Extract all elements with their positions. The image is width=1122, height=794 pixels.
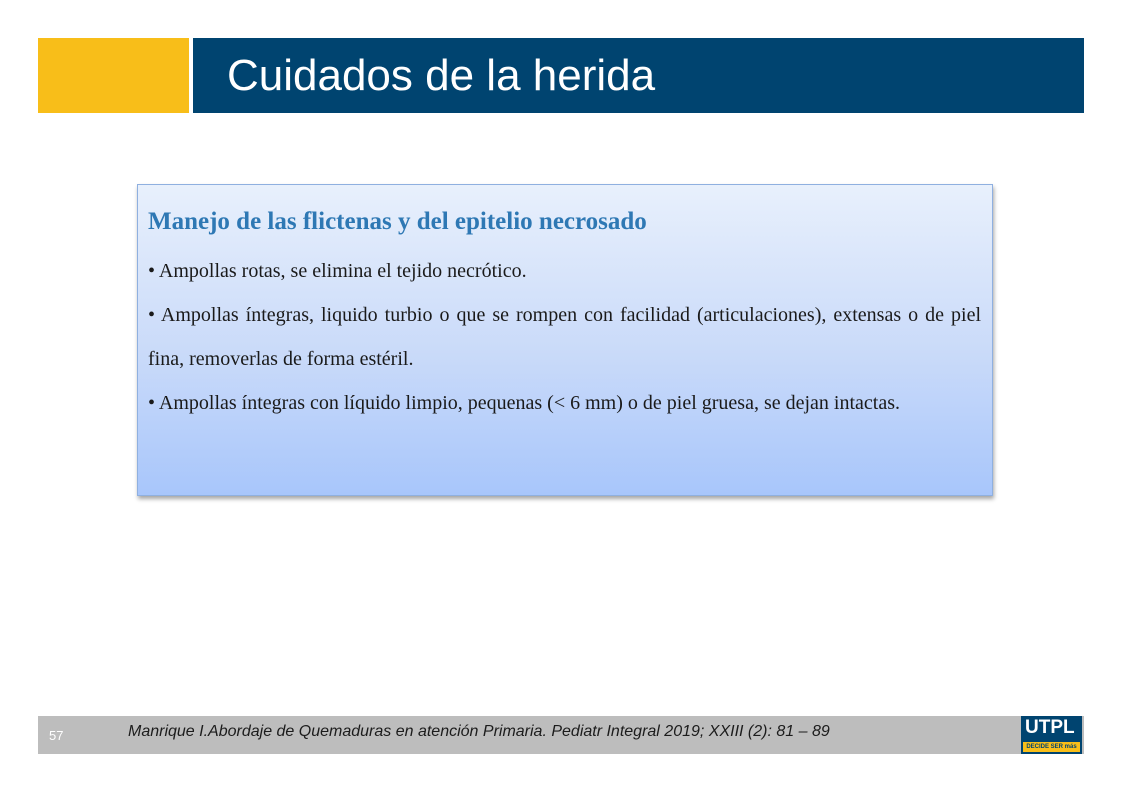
title-accent-block [38,38,189,113]
bullet-item-1: • Ampollas rotas, se elimina el tejido necrótico. [148,260,527,282]
content-heading: Manejo de las flictenas y del epitelio necrosado [148,208,647,235]
slide-title: Cuidados de la herida [227,51,656,100]
logo-tagline: DECIDE SER más [1023,742,1080,752]
page-number: 57 [49,728,64,743]
logo-text: UTPL [1025,717,1075,738]
bullet-item-2: • Ampollas íntegras, liquido turbio o que se rompen con facilidad (articulaciones), extensas o de piel fina, removerlas de forma estéril. [148,304,981,370]
utpl-logo [1021,716,1082,754]
bullet-item-3: • Ampollas íntegras con líquido limpio, pequenas (< 6 mm) o de piel gruesa, se dejan intactas. [148,392,901,414]
citation: Manrique I.Abordaje de Quemaduras en atención Primaria. Pediatr Integral 2019; XXIII (2): 81 – 89 [128,723,830,740]
content-box [137,184,993,496]
title-bar [193,38,1084,113]
footer-bar [38,716,1084,754]
